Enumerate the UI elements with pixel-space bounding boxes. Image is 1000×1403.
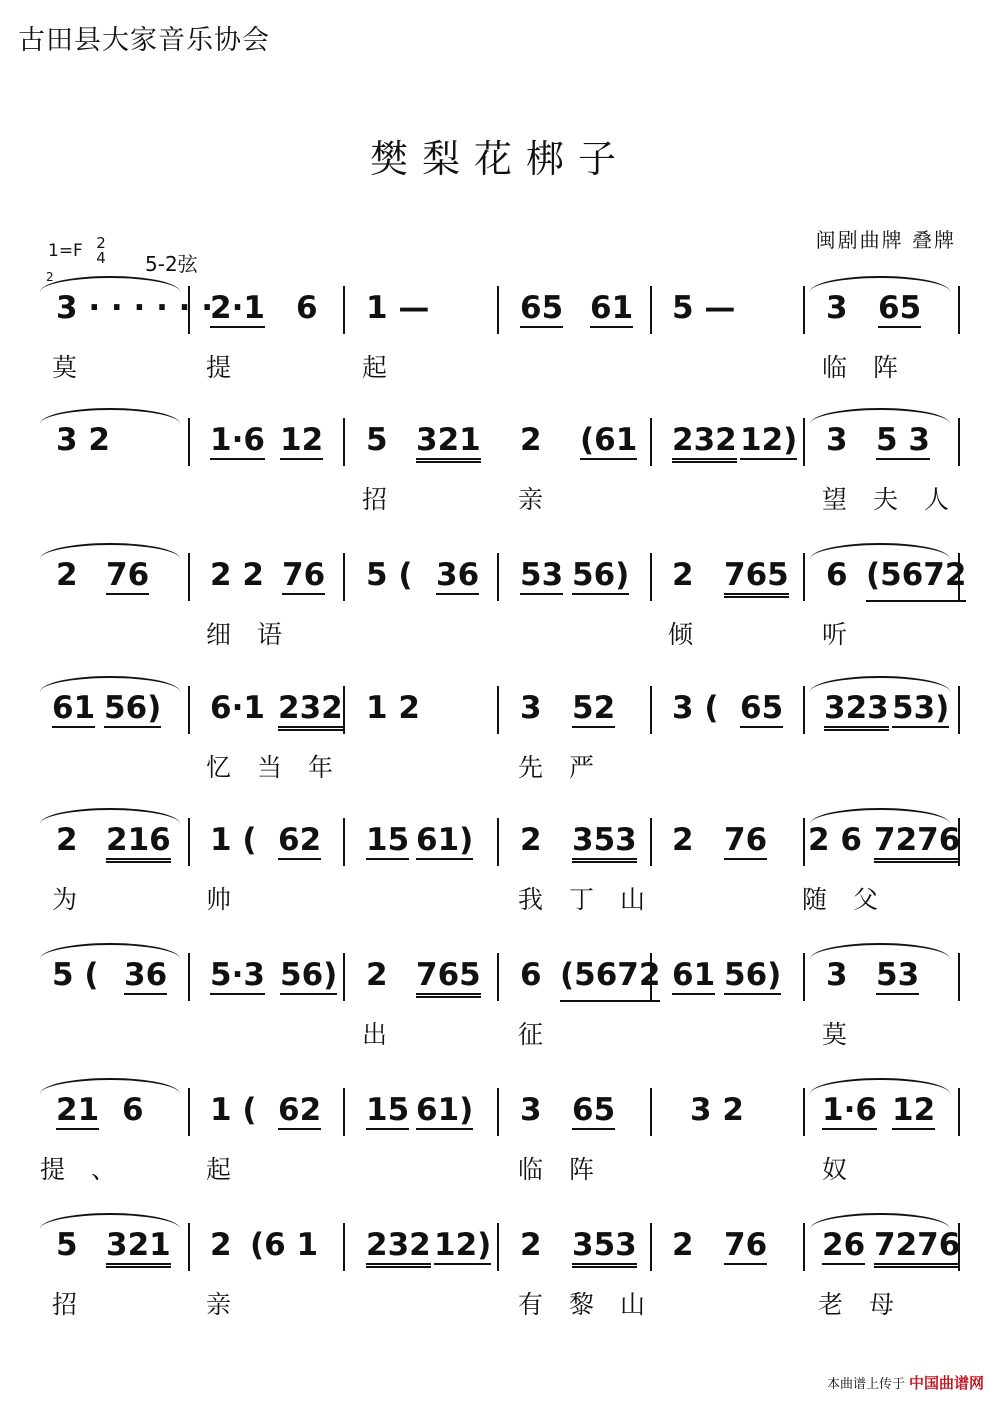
lyric-text: 听 [822,620,874,649]
bar-line [803,286,805,334]
bar-line [650,418,652,466]
bar-line [650,818,652,866]
score-system [0,268,1000,388]
note-group: 2·1 [210,290,265,326]
bar-line [803,953,805,1001]
bar-line [497,1223,499,1271]
bar-line [958,418,960,466]
note-group: 2 6 [808,822,862,858]
bar-line [650,1088,652,1136]
note-group: 36 [436,557,480,593]
bar-line [343,686,345,734]
note-group: 21 [56,1092,100,1128]
note-group: 353 [572,822,637,863]
score-system [0,535,1000,655]
lyric-text: 临阵 [518,1155,621,1184]
note-group: 2 [520,422,542,458]
lyric-text: 莫 [822,1020,874,1049]
bar-line [803,1223,805,1271]
note-group: 1 — [366,290,430,326]
note-group: 7276 [874,822,960,863]
lyric-text: 望夫人 [822,485,976,514]
bar-line [497,686,499,734]
bar-line [958,286,960,334]
bar-line [188,1088,190,1136]
note-group: 1 ( [210,1092,257,1128]
lyric-text: 提 [206,353,258,382]
note-group: 61) [416,1092,474,1128]
note-group: 56) [572,557,630,593]
score-title: 樊梨花梆子 [369,137,630,181]
note-group: 3 [520,1092,542,1128]
score-system [0,1205,1000,1325]
note-group: 65 [572,1092,616,1128]
lyric-text: 招 [52,1290,104,1319]
note-group: 232 [278,690,343,731]
time-signature [96,236,106,266]
bar-line [650,286,652,334]
note-group: 3 [826,422,848,458]
note-group: 5 — [672,290,736,326]
note-group: 2 [520,1227,542,1263]
note-group: 3 · · · · · · [56,290,213,326]
score-system [0,668,1000,788]
key-signature [48,236,120,266]
note-group: 76 [724,822,768,858]
bar-line [958,1088,960,1136]
note-group: (6 1 [250,1227,319,1263]
note-group: 12 [892,1092,936,1128]
note-group: 62 [278,822,322,858]
score-source: 闽剧曲牌 叠牌 [815,228,956,252]
bar-line [343,418,345,466]
bar-line [497,1088,499,1136]
note-group: 53 [520,557,564,593]
bar-line [188,1223,190,1271]
note-group: 6·1 [210,690,265,726]
note-group: 12 [280,422,324,458]
note-group: (61 [580,422,638,458]
lyric-text: 有黎山 [518,1290,672,1319]
lyric-text: 征 [518,1020,570,1049]
note-group: 26 [822,1227,866,1263]
note-group: 323 [824,690,889,731]
bar-line [803,553,805,601]
bar-line [343,953,345,1001]
bar-line [188,686,190,734]
note-group: 76 [282,557,326,593]
bar-line [650,686,652,734]
note-group: 3 2 [56,422,110,458]
bar-line [188,553,190,601]
lyric-text: 帅 [206,885,258,914]
lyric-text: 奴 [822,1155,874,1184]
bar-line [803,686,805,734]
lyric-text: 为 [52,885,104,914]
note-group: 2 [672,822,694,858]
note-group: 6 [826,557,848,593]
grace-note: 2 [46,270,54,284]
note-group: 2 [672,1227,694,1263]
lyric-text: 先严 [518,753,621,782]
note-group: 61) [416,822,474,858]
score-system [0,1070,1000,1190]
note-group: 321 [416,422,481,463]
bar-line [803,1088,805,1136]
lyric-text: 亲 [518,485,570,514]
footer [827,1372,984,1393]
note-group: 76 [106,557,150,593]
lyric-text: 出 [362,1020,414,1049]
time-top: 2 [96,234,106,252]
lyric-text: 倾 [668,620,720,649]
key-label: 1=F [48,241,83,261]
note-group: 5 [366,422,388,458]
note-group: 3 [826,957,848,993]
note-group: 56) [104,690,162,726]
note-group: 52 [572,690,616,726]
bar-line [497,553,499,601]
bar-line [497,953,499,1001]
note-group: 353 [572,1227,637,1268]
note-group: 76 [724,1227,768,1263]
note-group: 2 [56,822,78,858]
note-group: 56) [724,957,782,993]
bar-line [803,818,805,866]
bar-line [497,818,499,866]
lyric-text: 临阵 [822,353,925,382]
lyric-text: 起 [206,1155,258,1184]
bar-line [343,1088,345,1136]
bar-line [188,418,190,466]
lyric-text: 老母 [818,1290,921,1319]
note-group: 765 [724,557,789,598]
lyric-text: 招 [362,485,414,514]
note-group: 1 2 [366,690,420,726]
note-group: 2 [672,557,694,593]
footer-brand: 中国曲谱网 [908,1374,984,1392]
note-group: 2 [56,557,78,593]
note-group: 3 2 [690,1092,744,1128]
bar-line [343,818,345,866]
note-group: 15 [366,1092,410,1128]
note-group: 15 [366,822,410,858]
bar-line [188,953,190,1001]
string-tuning: 5-2弦 [145,252,198,276]
note-group: 65 [740,690,784,726]
time-bottom: 4 [96,249,106,267]
note-group: 2 [366,957,388,993]
note-group: 36 [124,957,168,993]
note-group: 3 [826,290,848,326]
note-group: (5672 [560,957,661,993]
note-group: 1·6 [822,1092,877,1128]
note-group: 2 2 [210,557,264,593]
note-group: 6 [520,957,542,993]
note-group: 1 ( [210,822,257,858]
note-group: 53 [876,957,920,993]
note-group: 216 [106,822,171,863]
note-group: 1·6 [210,422,265,458]
note-group: 5 ( [366,557,413,593]
lyric-text: 亲 [206,1290,258,1319]
bar-line [803,418,805,466]
note-group: 2 [210,1227,232,1263]
note-group: 56) [280,957,338,993]
note-group: 65 [878,290,922,326]
note-group: 53) [892,690,950,726]
note-group: 61 [672,957,716,993]
note-group: 61 [52,690,96,726]
note-group: 232 [672,422,737,463]
note-group: 5 3 [876,422,930,458]
bar-line [958,686,960,734]
bar-line [343,286,345,334]
note-group: 321 [106,1227,171,1268]
lyric-text: 起 [362,353,414,382]
note-group: 6 [296,290,318,326]
lyric-text: 忆当年 [206,753,360,782]
bar-line [497,286,499,334]
bar-line [343,553,345,601]
bar-line [650,1223,652,1271]
score-system [0,400,1000,520]
note-group: 3 ( [672,690,719,726]
note-group: 62 [278,1092,322,1128]
note-group: 3 [520,690,542,726]
organization-name: 古田县大家音乐协会 [18,25,270,56]
note-group: 6 [122,1092,144,1128]
bar-line [343,1223,345,1271]
lyric-text: 我丁山 [518,885,672,914]
score-system [0,800,1000,920]
note-group: (5672 [866,557,967,593]
note-group: 12) [740,422,798,458]
note-group: 5·3 [210,957,265,993]
note-group: 232 [366,1227,431,1268]
lyric-text: 细语 [206,620,309,649]
note-group: 5 ( [52,957,99,993]
note-group: 61 [590,290,634,326]
note-group: 765 [416,957,481,998]
lyric-text: 提、 [40,1155,143,1184]
note-group: 12) [434,1227,492,1263]
footer-text: 本曲谱上传于 [826,1377,905,1392]
bar-line [188,818,190,866]
bar-line [958,953,960,1001]
score-system [0,935,1000,1055]
lyric-text: 随父 [802,885,905,914]
lyric-text: 莫 [52,353,104,382]
note-group: 2 [520,822,542,858]
note-group: 7276 [874,1227,960,1268]
bar-line [650,553,652,601]
note-group: 65 [520,290,564,326]
note-group: 5 [56,1227,78,1263]
